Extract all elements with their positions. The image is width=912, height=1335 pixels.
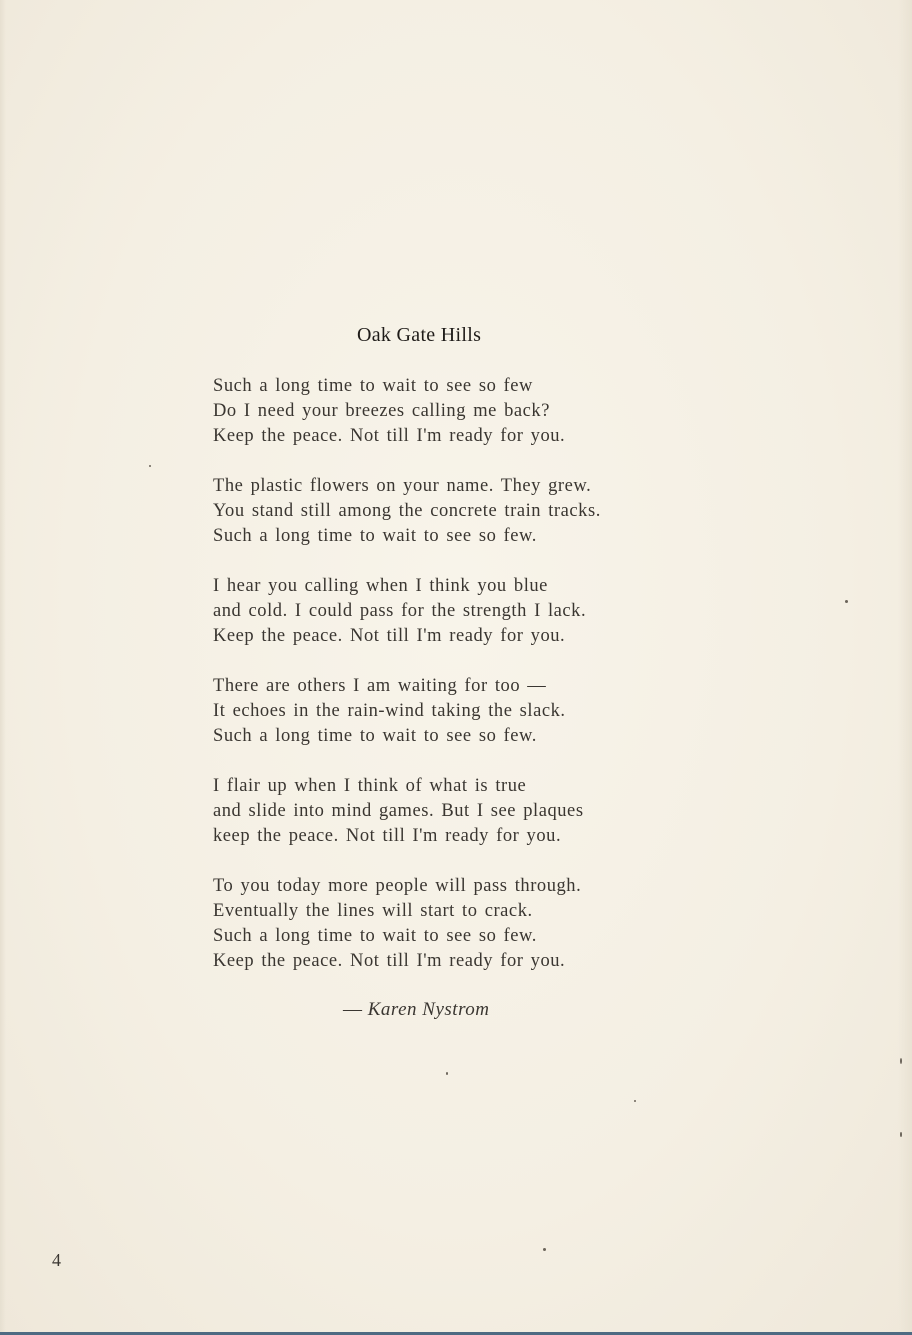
paper-speck (634, 1100, 636, 1102)
poem-line: Such a long time to wait to see so few. (213, 926, 537, 946)
page-left-edge (0, 0, 6, 1335)
stanza-4 (213, 674, 673, 749)
poem-line: The plastic flowers on your name. They grew. (213, 476, 592, 496)
stanza-6 (213, 874, 673, 974)
poem-line: Eventually the lines will start to crack. (213, 901, 533, 921)
poem-line: Keep the peace. Not till I'm ready for you. (213, 426, 566, 446)
stanza-3 (213, 574, 673, 649)
stanza-2 (213, 474, 673, 549)
page-number: 4 (52, 1250, 61, 1270)
poem-line: To you today more people will pass through. (213, 876, 582, 896)
poem-line: I hear you calling when I think you blue (213, 576, 548, 596)
poem-line: It echoes in the rain-wind taking the slack. (213, 701, 566, 721)
poem-line: Such a long time to wait to see so few (213, 376, 533, 396)
paper-speck (845, 600, 848, 603)
stanza-5 (213, 774, 673, 849)
poem-line: and cold. I could pass for the strength I lack. (213, 601, 587, 621)
stanza-1 (213, 374, 673, 449)
poem-line: You stand still among the concrete train tracks. (213, 501, 601, 521)
poem-author (343, 999, 489, 1021)
paper-speck (900, 1132, 902, 1137)
poem-line: keep the peace. Not till I'm ready for you. (213, 826, 562, 846)
paper-speck (446, 1072, 448, 1075)
poem-line: Such a long time to wait to see so few. (213, 726, 537, 746)
poem-line: I flair up when I think of what is true (213, 776, 527, 796)
poem-line: Do I need your breezes calling me back? (213, 401, 550, 421)
paper-speck (900, 1058, 902, 1064)
poem-line: Keep the peace. Not till I'm ready for you. (213, 951, 566, 971)
poem-line: Keep the peace. Not till I'm ready for you. (213, 626, 566, 646)
poem-line: There are others I am waiting for too — (213, 676, 547, 696)
paper-speck (543, 1248, 546, 1251)
author-dash: — (343, 999, 363, 1020)
poem-line: and slide into mind games. But I see plaques (213, 801, 584, 821)
paper-speck (149, 465, 151, 467)
poem-line: Such a long time to wait to see so few. (213, 526, 537, 546)
poem-title: Oak Gate Hills (357, 324, 482, 346)
author-name: Karen Nystrom (367, 999, 490, 1020)
